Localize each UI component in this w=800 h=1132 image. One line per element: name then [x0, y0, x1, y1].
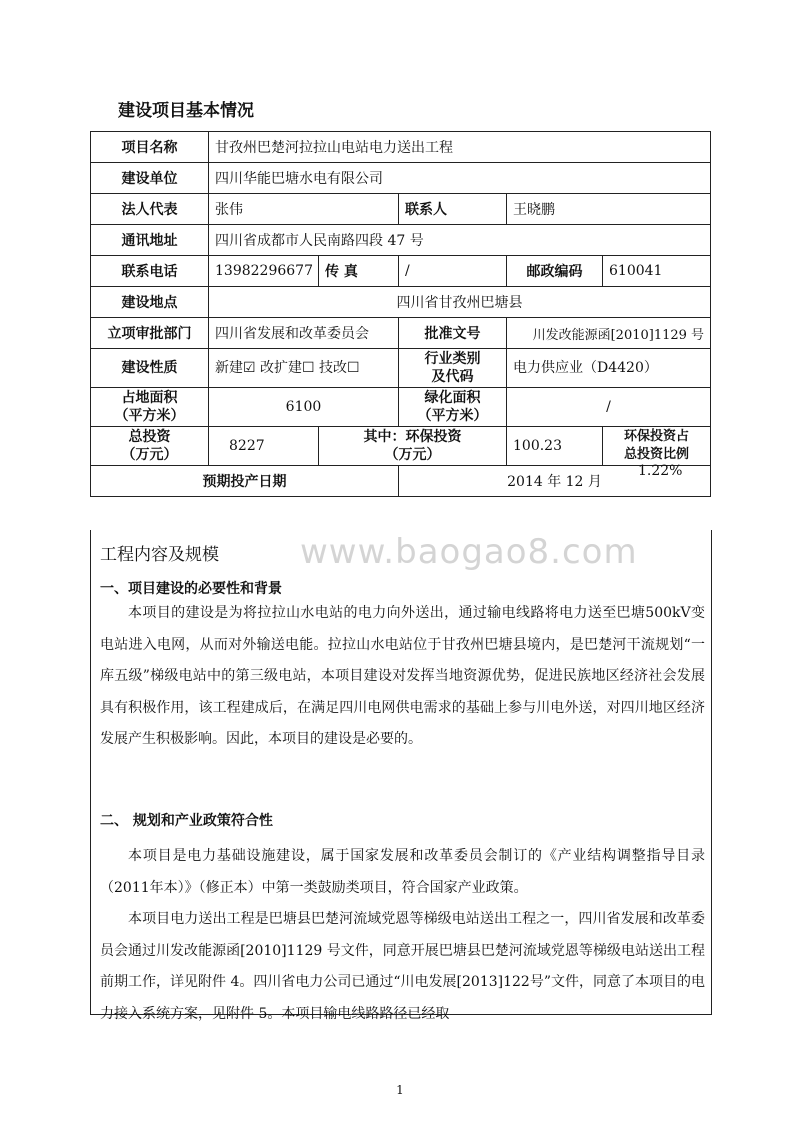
env-invest-label-line2: （万元）: [384, 447, 441, 463]
env-ratio-label: [603, 427, 711, 466]
land-area-label-line1: 占地面积: [121, 390, 178, 406]
industry-label-line2: 及代码: [431, 369, 474, 385]
builder-label: 建设单位: [91, 163, 209, 194]
row-area: [91, 388, 711, 427]
green-area-value: /: [507, 388, 711, 427]
env-ratio-label-line2: 总投资比例: [624, 447, 690, 462]
production-date-label: 预期投产日期: [91, 466, 399, 497]
address-label: 通讯地址: [91, 225, 209, 256]
row-production-date: [91, 466, 711, 497]
env-invest-label-line1: 其中：环保投资: [363, 429, 462, 445]
env-invest-label: [319, 427, 507, 466]
total-invest-label: [91, 427, 209, 466]
row-builder: [91, 163, 711, 194]
legal-rep-value: 张伟: [209, 194, 399, 225]
land-area-value: 6100: [209, 388, 399, 427]
page-number: 1: [396, 1083, 404, 1097]
section-title: 建设项目基本情况: [118, 101, 254, 121]
paragraph-approval: 本项目电力送出工程是巴塘县巴楚河流域党恩等梯级电站送出工程之一，四川省发展和改革委员会通过川发改能源函[2010]1129 号文件，同意开展巴塘县巴楚河流域党恩等梯级电站送出工程前期工作，详见附件 4。四川省电力公司已通过“川电发展[2013]122号”文件，同意了本项目的电力接入系统方案，见附件 5。本项目输电线路路径已经取: [100, 911, 705, 1022]
row-approval: [91, 318, 711, 349]
contact-value: 王晓鹏: [507, 194, 711, 225]
approval-dept-label: 立项审批部门: [91, 318, 209, 349]
nature-label: 建设性质: [91, 349, 209, 388]
postcode-label: 邮政编码: [507, 256, 603, 287]
paragraph-policy: 本项目是电力基础设施建设，属于国家发展和改革委员会制订的《产业结构调整指导目录（2011年本）》（修正本）中第一类鼓励类项目，符合国家产业政策。: [100, 848, 705, 896]
phone-label: 联系电话: [91, 256, 209, 287]
row-investment: [91, 427, 711, 466]
env-ratio-value: 1.22%: [638, 463, 683, 479]
builder-value: 四川华能巴塘水电有限公司: [209, 163, 711, 194]
industry-value: 电力供应业（D4420）: [507, 349, 711, 388]
content-heading: 工程内容及规模: [100, 545, 219, 565]
fax-value: /: [399, 256, 507, 287]
green-area-label-line1: 绿化面积: [424, 390, 481, 406]
land-area-label: [91, 388, 209, 427]
nature-value: 新建☑ 改扩建☐ 技改☐: [209, 349, 399, 388]
total-invest-label-line1: 总投资: [128, 429, 171, 445]
industry-label-line1: 行业类别: [424, 351, 481, 367]
total-invest-value: 8227: [209, 427, 319, 466]
row-project-name: [91, 132, 711, 163]
legal-rep-label: 法人代表: [91, 194, 209, 225]
fax-label: 传 真: [319, 256, 399, 287]
address-value: 四川省成都市人民南路四段 47 号: [209, 225, 711, 256]
postcode-value: 610041: [603, 256, 711, 287]
env-ratio-label-line1: 环保投资占: [624, 429, 690, 444]
row-phone: [91, 256, 711, 287]
row-address: [91, 225, 711, 256]
contact-label: 联系人: [399, 194, 507, 225]
location-value: 四川省甘孜州巴塘县: [209, 287, 711, 318]
green-area-label: [399, 388, 507, 427]
approval-dept-value: 四川省发展和改革委员会: [209, 318, 399, 349]
row-location: [91, 287, 711, 318]
approval-doc-label: 批准文号: [399, 318, 507, 349]
project-name-label: 项目名称: [91, 132, 209, 163]
production-date-value: 2014 年 12 月: [399, 466, 711, 497]
phone-value: 13982296677: [209, 256, 319, 287]
subheading-policy: 二、 规划和产业政策符合性: [100, 813, 273, 829]
watermark: www.baogao8.com: [300, 532, 638, 572]
green-area-label-line2: （平方米）: [417, 408, 488, 424]
row-nature: [91, 349, 711, 388]
location-label: 建设地点: [91, 287, 209, 318]
industry-label: [399, 349, 507, 388]
land-area-label-line2: （平方米）: [114, 408, 185, 424]
total-invest-label-line2: （万元）: [121, 447, 178, 463]
row-legal-rep: [91, 194, 711, 225]
project-name-value: 甘孜州巴楚河拉拉山电站电力送出工程: [209, 132, 711, 163]
env-invest-value: 100.23: [507, 427, 603, 466]
subheading-necessity: 一、项目建设的必要性和背景: [100, 581, 282, 597]
project-info-table: [90, 131, 711, 497]
approval-doc-value: 川发改能源函[2010]1129 号: [507, 318, 711, 349]
paragraph-necessity: 本项目的建设是为将拉拉山水电站的电力向外送出，通过输电线路将电力送至巴塘500kV变电站进入电网，从而对外输送电能。拉拉山水电站位于甘孜州巴塘县境内，是巴楚河干流规划“一库五级”梯级电站中的第三级电站，本项目建设对发挥当地资源优势，促进民族地区经济社会发展具有积极作用，该工程建成后，在满足四川电网供电需求的基础上参与川电外送，对四川地区经济发展产生积极影响。因此，本项目的建设是必要的。: [100, 605, 705, 747]
